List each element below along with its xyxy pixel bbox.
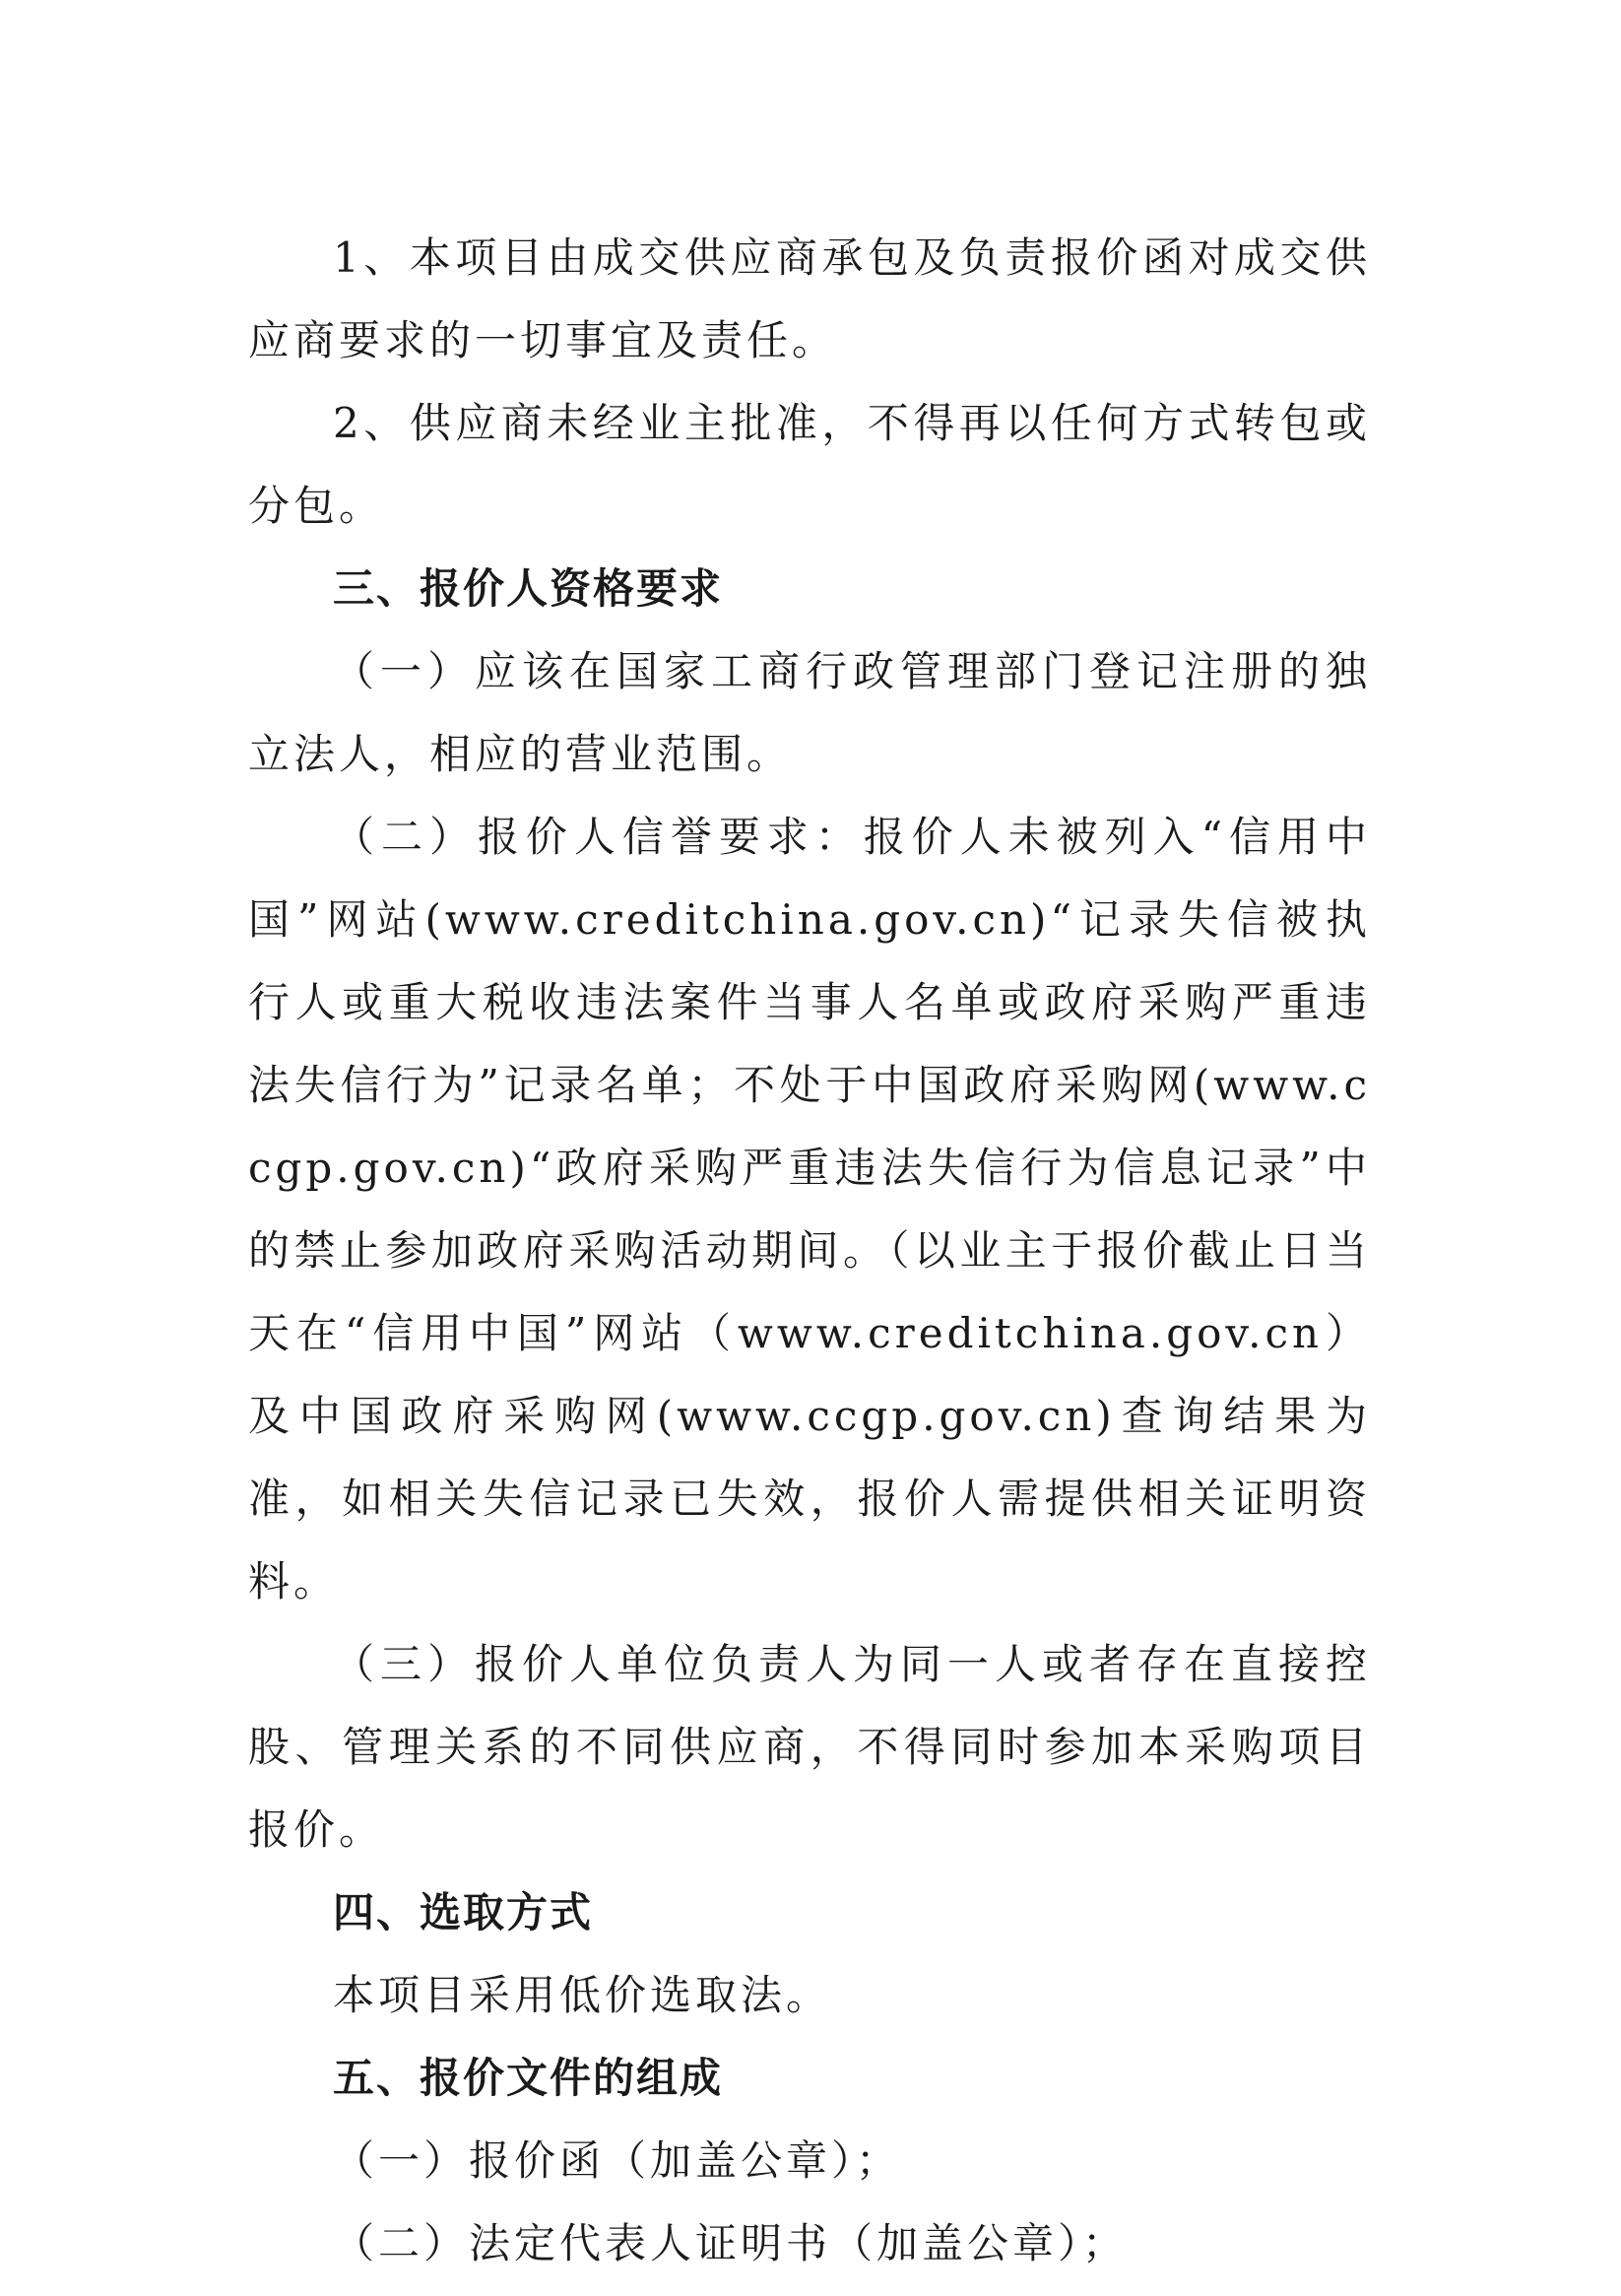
qualification-2: （二）报价人信誉要求：报价人未被列入“信用中国”网站(www.creditchina.gov.cn)“记录失信被执行人或重大税收违法案件当事人名单或政府采购严重违法失信行为”记录名单；不处于中国政府采购网(www.ccgp.gov.cn)“政府采购严重违法失信行为信息记录”中的禁止参加政府采购活动期间。（以业主于报价截止日当天在“信用中国”网站（www.creditchina.gov.cn）及中国政府采购网(www.ccgp.gov.cn)查询结果为准，如相关失信记录已失效，报价人需提供相关证明资料。 bbox=[248, 813, 1371, 1606]
clause-2: 2、供应商未经业主批准，不得再以任何方式转包或分包。 bbox=[248, 399, 1371, 530]
section-heading-4: 四、选取方式 bbox=[333, 1888, 594, 1936]
clause-1: 1、本项目由成交供应商承包及负责报价函对成交供应商要求的一切事宜及责任。 bbox=[248, 233, 1371, 364]
qualification-3: （三）报价人单位负责人为同一人或者存在直接控股、管理关系的不同供应商，不得同时参加本采购项目报价。 bbox=[248, 1640, 1371, 1854]
composition-item-1: （一）报价函（加盖公章）； bbox=[333, 2136, 902, 2185]
qualification-1: （一）应该在国家工商行政管理部门登记注册的独立法人，相应的营业范围。 bbox=[248, 647, 1371, 778]
selection-method: 本项目采用低价选取法。 bbox=[333, 1971, 832, 2019]
composition-item-2: （二）法定代表人证明书（加盖公章）； bbox=[333, 2219, 1129, 2267]
document-body bbox=[248, 217, 1371, 2285]
section-heading-5: 五、报价文件的组成 bbox=[333, 2054, 724, 2102]
section-heading-3: 三、报价人资格要求 bbox=[333, 564, 724, 613]
